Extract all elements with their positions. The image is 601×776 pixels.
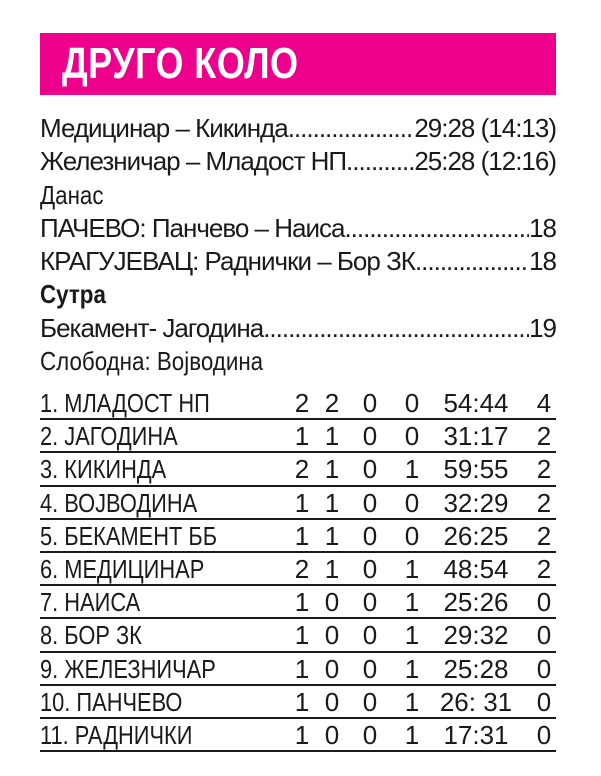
result-match: Медицинар – Кикинда	[40, 113, 288, 143]
standings-drawn: 0	[362, 686, 378, 717]
standings-won: 2	[324, 388, 340, 418]
standings-played: 1	[294, 421, 310, 452]
standings-points: 2	[536, 454, 552, 485]
standings-team: 3. КИКИНДА	[40, 454, 167, 485]
table-row	[40, 453, 556, 486]
fixture-line	[40, 312, 556, 345]
result-score: 25:28 (12:16)	[414, 146, 556, 177]
standings-played: 2	[294, 388, 310, 418]
standings-team: 8. БОР ЗК	[40, 620, 142, 651]
standings-drawn: 0	[362, 454, 378, 485]
table-row	[40, 520, 556, 553]
standings-played: 2	[294, 454, 310, 485]
standings-team: 6. МЕДИЦИНАР	[40, 553, 205, 584]
standings-lost: 1	[404, 719, 420, 750]
table-row	[40, 487, 556, 520]
standings-team: 4. ВОЈВОДИНА	[40, 487, 198, 518]
standings-lost: 1	[404, 454, 420, 485]
standings-lost: 0	[404, 487, 420, 518]
standings-won: 1	[324, 421, 340, 452]
tomorrow-heading: Сутра	[40, 279, 106, 310]
result-match: Железничар – Младост НП	[40, 146, 347, 177]
standings-lost: 1	[404, 553, 420, 584]
standings-score: 32:29	[443, 487, 509, 518]
standings-points: 0	[536, 620, 552, 651]
standings-table	[40, 387, 556, 752]
standings-lost: 0	[404, 421, 420, 452]
standings-score: 26: 31	[439, 686, 513, 717]
standings-drawn: 0	[362, 653, 378, 684]
standings-won: 1	[324, 487, 340, 518]
fixture-match: ПАЧЕВО: Панчево – Наиса	[40, 212, 345, 243]
leader-dots	[263, 312, 529, 345]
table-row	[40, 586, 556, 619]
standings-lost: 0	[404, 520, 420, 551]
today-heading: Данас	[40, 179, 104, 210]
standings-score: 25:26	[443, 587, 509, 618]
standings-points: 2	[536, 553, 552, 584]
standings-drawn: 0	[362, 587, 378, 618]
result-line	[40, 145, 556, 178]
fixture-match: КРАГУЈЕВАЦ: Раднички – Бор ЗК	[40, 246, 415, 277]
fixture-line	[40, 212, 556, 245]
standings-score: 26:25	[443, 520, 509, 551]
standings-points: 0	[536, 719, 552, 750]
standings-team: 7. НАИСА	[40, 587, 141, 618]
standings-won: 0	[324, 587, 340, 618]
standings-won: 1	[324, 553, 340, 584]
standings-lost: 1	[404, 620, 420, 651]
standings-score: 59:55	[443, 454, 509, 485]
standings-points: 2	[536, 487, 552, 518]
standings-drawn: 0	[362, 520, 378, 551]
standings-won: 0	[324, 620, 340, 651]
standings-drawn: 0	[362, 487, 378, 518]
standings-played: 1	[294, 520, 310, 551]
standings-played: 1	[294, 653, 310, 684]
standings-played: 1	[294, 487, 310, 518]
standings-won: 0	[324, 653, 340, 684]
table-row	[40, 719, 556, 752]
table-row	[40, 553, 556, 586]
leader-dots	[344, 212, 529, 245]
standings-drawn: 0	[362, 388, 378, 418]
standings-won: 1	[324, 454, 340, 485]
standings-played: 1	[294, 587, 310, 618]
table-row	[40, 387, 556, 420]
standings-points: 4	[536, 388, 552, 418]
standings-played: 1	[294, 686, 310, 717]
standings-points: 2	[536, 421, 552, 452]
table-row	[40, 420, 556, 453]
standings-team: 11. РАДНИЧКИ	[40, 719, 193, 750]
page-title: ДРУГО КОЛО	[62, 39, 299, 88]
standings-score: 25:28	[443, 653, 509, 684]
standings-team: 2. ЈАГОДИНА	[40, 421, 178, 452]
standings-team: 5. БЕКАМЕНТ ББ	[40, 520, 218, 551]
fixture-time: 19	[529, 312, 556, 343]
fixture-time: 18	[529, 212, 556, 243]
standings-score: 29:32	[443, 620, 509, 651]
standings-played: 2	[294, 553, 310, 584]
table-row	[40, 686, 556, 719]
standings-drawn: 0	[362, 553, 378, 584]
standings-team: 10. ПАНЧЕВО	[40, 686, 183, 717]
standings-won: 0	[324, 686, 340, 717]
standings-points: 0	[536, 653, 552, 684]
standings-lost: 1	[404, 653, 420, 684]
standings-points: 2	[536, 520, 552, 551]
leader-dots	[288, 112, 415, 145]
standings-lost: 0	[404, 388, 420, 418]
standings-score: 31:17	[443, 421, 509, 452]
standings-played: 1	[294, 620, 310, 651]
leader-dots	[346, 145, 414, 178]
table-row	[40, 619, 556, 652]
standings-score: 17:31	[443, 719, 509, 750]
standings-drawn: 0	[362, 620, 378, 651]
standings-drawn: 0	[362, 421, 378, 452]
fixture-time: 18	[529, 246, 556, 277]
standings-played: 1	[294, 719, 310, 750]
result-line	[40, 112, 556, 145]
standings-score: 54:44	[443, 388, 509, 418]
title-banner	[40, 33, 556, 95]
standings-points: 0	[536, 686, 552, 717]
result-score: 29:28 (14:13)	[414, 113, 556, 143]
standings-won: 0	[324, 719, 340, 750]
standings-score: 48:54	[443, 553, 509, 584]
fixtures-block	[40, 112, 556, 378]
fixture-match: Бекамент- Јагодина	[40, 312, 264, 343]
standings-points: 0	[536, 587, 552, 618]
leader-dots	[415, 245, 529, 278]
table-row	[40, 653, 556, 686]
bye-line: Слободна: Војводина	[40, 346, 264, 377]
standings-team: 9. ЖЕЛЕЗНИЧАР	[40, 653, 216, 684]
standings-drawn: 0	[362, 719, 378, 750]
standings-team: 1. МЛАДОСТ НП	[40, 388, 210, 418]
standings-won: 1	[324, 520, 340, 551]
standings-lost: 1	[404, 686, 420, 717]
fixture-line	[40, 245, 556, 278]
standings-lost: 1	[404, 587, 420, 618]
